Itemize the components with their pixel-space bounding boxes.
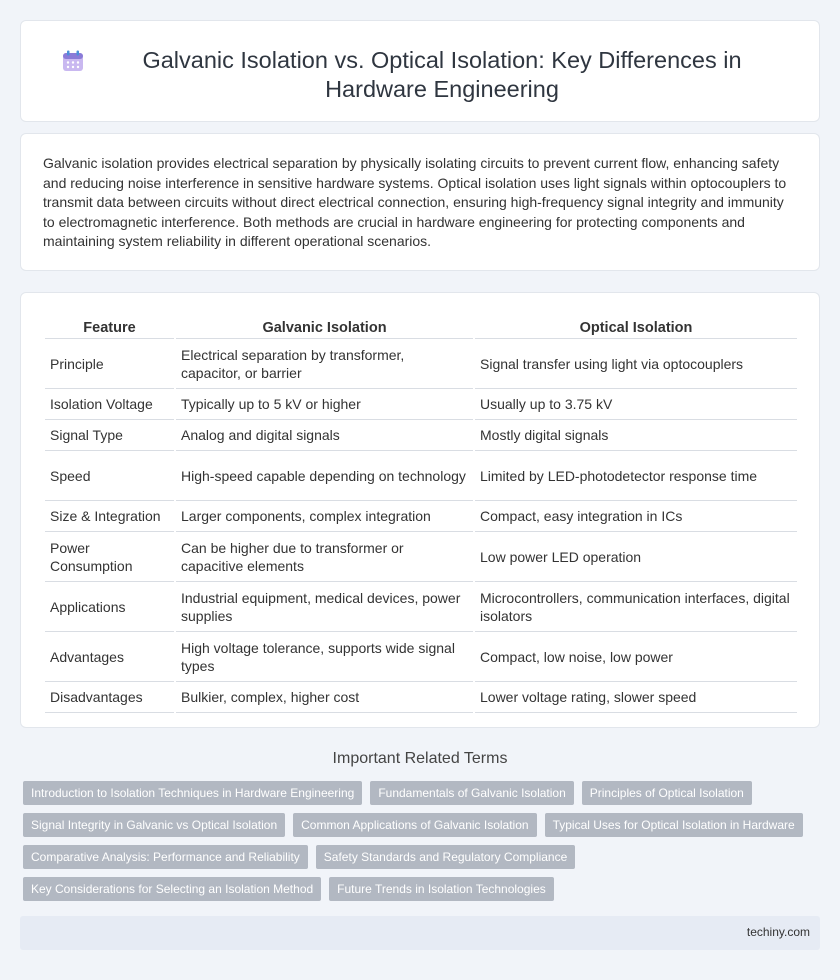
related-terms-title: Important Related Terms — [332, 750, 508, 767]
table-row — [45, 632, 797, 682]
cell-feature: Size & Integration — [45, 501, 174, 532]
calendar-icon — [61, 49, 85, 73]
header-optical: Optical Isolation — [475, 312, 797, 339]
cell-galvanic: Larger components, complex integration — [176, 501, 473, 532]
header-galvanic: Galvanic Isolation — [176, 312, 473, 339]
related-term-tag[interactable]: Comparative Analysis: Performance and Reliability — [23, 845, 308, 869]
related-term-tag[interactable]: Key Considerations for Selecting an Isolation Method — [23, 877, 321, 901]
comparison-table — [43, 312, 799, 713]
cell-galvanic: High-speed capable depending on technology — [176, 451, 473, 501]
cell-optical: Usually up to 3.75 kV — [475, 389, 797, 420]
cell-feature: Signal Type — [45, 420, 174, 451]
cell-optical: Limited by LED-photodetector response time — [475, 451, 797, 501]
footer-brand[interactable]: techiny.com — [746, 925, 810, 939]
cell-feature: Advantages — [45, 632, 174, 682]
related-term-tag[interactable]: Future Trends in Isolation Technologies — [329, 877, 554, 901]
cell-feature: Speed — [45, 451, 174, 501]
comparison-card — [20, 292, 820, 728]
related-term-tag[interactable]: Safety Standards and Regulatory Compliance — [316, 845, 575, 869]
related-terms-list — [23, 781, 823, 909]
cell-optical: Compact, easy integration in ICs — [475, 501, 797, 532]
related-term-tag[interactable]: Principles of Optical Isolation — [582, 781, 752, 805]
tag-row — [23, 813, 823, 837]
table-row — [45, 339, 797, 389]
cell-galvanic: High voltage tolerance, supports wide signal types — [176, 632, 473, 682]
cell-optical: Compact, low noise, low power — [475, 632, 797, 682]
header-feature: Feature — [45, 312, 174, 339]
cell-feature: Principle — [45, 339, 174, 389]
intro-paragraph: Galvanic isolation provides electrical separation by physically isolating circuits to prevent current flow, enhancing safety and reducing noise interference in sensitive hardware systems. Optical isolation uses light signals within optocouplers to transmit data between circuits without direct electrical connection, ensuring high-frequency signal integrity and immunity to electromagnetic interference. Both methods are crucial in hardware engineering for protecting components and maintaining system reliability in different operational scenarios. — [43, 155, 787, 249]
cell-feature: Isolation Voltage — [45, 389, 174, 420]
table-header-row — [45, 312, 797, 339]
cell-galvanic: Industrial equipment, medical devices, power supplies — [176, 582, 473, 632]
page-title: Galvanic Isolation vs. Optical Isolation: Key Differences in Hardware Engineering — [142, 47, 742, 102]
cell-feature: Disadvantages — [45, 682, 174, 713]
table-row — [45, 532, 797, 582]
tag-row — [23, 877, 823, 901]
cell-optical: Signal transfer using light via optocouplers — [475, 339, 797, 389]
footer — [20, 916, 820, 950]
cell-galvanic: Electrical separation by transformer, capacitor, or barrier — [176, 339, 473, 389]
cell-optical: Low power LED operation — [475, 532, 797, 582]
cell-galvanic: Typically up to 5 kV or higher — [176, 389, 473, 420]
tag-row — [23, 781, 823, 805]
table-row — [45, 682, 797, 713]
cell-optical: Mostly digital signals — [475, 420, 797, 451]
cell-optical: Microcontrollers, communication interfaces, digital isolators — [475, 582, 797, 632]
cell-galvanic: Can be higher due to transformer or capacitive elements — [176, 532, 473, 582]
cell-feature: Applications — [45, 582, 174, 632]
table-row — [45, 389, 797, 420]
table-row — [45, 420, 797, 451]
related-term-tag[interactable]: Fundamentals of Galvanic Isolation — [370, 781, 573, 805]
related-term-tag[interactable]: Signal Integrity in Galvanic vs Optical Isolation — [23, 813, 285, 837]
cell-optical: Lower voltage rating, slower speed — [475, 682, 797, 713]
title-card — [20, 20, 820, 122]
cell-feature: Power Consumption — [45, 532, 174, 582]
related-term-tag[interactable]: Common Applications of Galvanic Isolation — [293, 813, 536, 837]
table-row — [45, 582, 797, 632]
title-row — [21, 21, 819, 104]
cell-galvanic: Bulkier, complex, higher cost — [176, 682, 473, 713]
table-row — [45, 501, 797, 532]
intro-card — [20, 133, 820, 271]
related-term-tag[interactable]: Typical Uses for Optical Isolation in Hardware — [545, 813, 803, 837]
cell-galvanic: Analog and digital signals — [176, 420, 473, 451]
tag-row — [23, 845, 823, 869]
table-row — [45, 451, 797, 501]
related-term-tag[interactable]: Introduction to Isolation Techniques in Hardware Engineering — [23, 781, 362, 805]
